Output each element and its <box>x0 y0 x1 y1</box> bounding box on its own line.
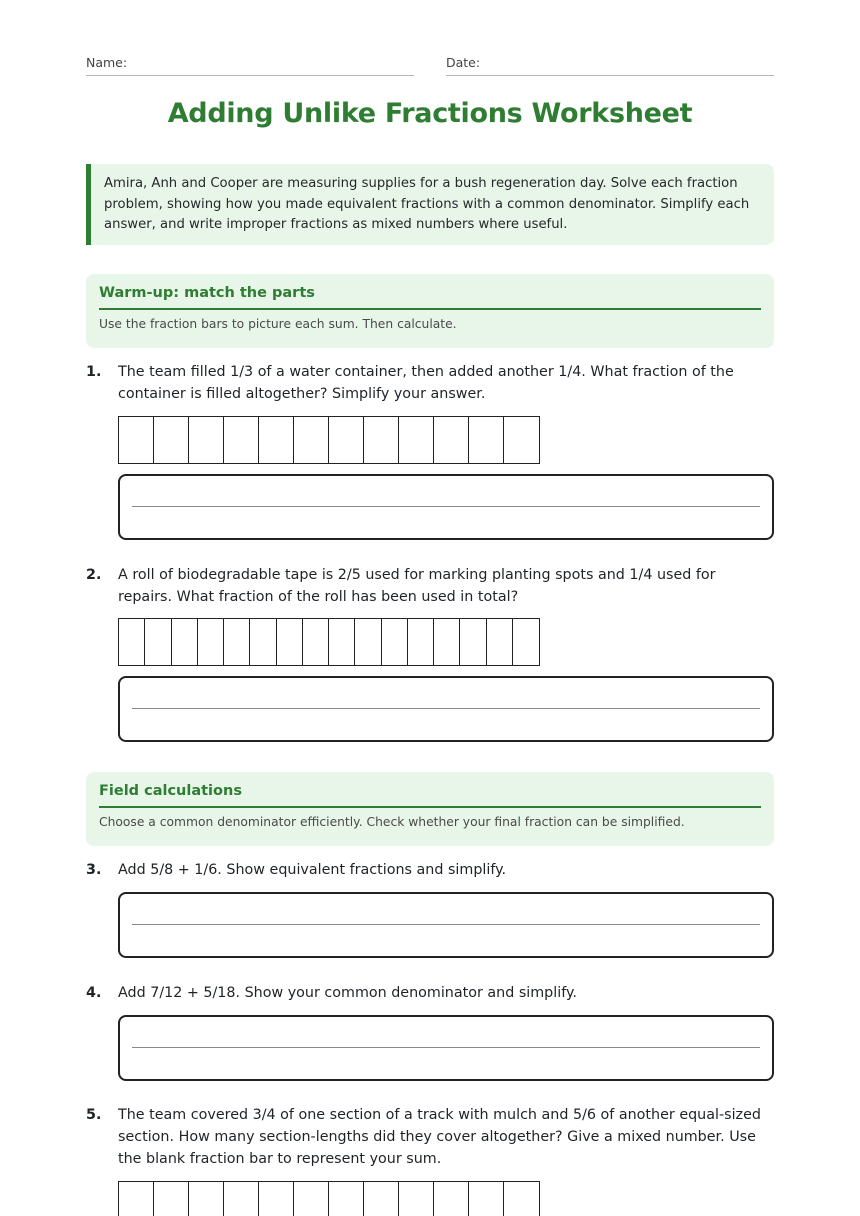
fraction-bar-cell[interactable] <box>364 417 399 463</box>
question-1 <box>86 361 774 405</box>
answer-line <box>132 1047 760 1048</box>
fraction-bar-cell[interactable] <box>224 1182 259 1216</box>
answer-box[interactable] <box>118 892 774 958</box>
header-fields <box>86 54 774 76</box>
fraction-bar-cell[interactable] <box>399 1182 434 1216</box>
fraction-bar-cell[interactable] <box>189 1182 224 1216</box>
fraction-bar-cell[interactable] <box>329 619 355 665</box>
answer-line <box>132 708 760 709</box>
fraction-bar-cell[interactable] <box>145 619 171 665</box>
section-title: Warm-up: match the parts <box>99 285 761 310</box>
date-label: Date: <box>446 55 481 70</box>
question-text: A roll of biodegradable tape is 2/5 used for marking planting spots and 1/4 used for repairs. What fraction of the roll has been used in total? <box>118 567 716 605</box>
fraction-bar-cell[interactable] <box>434 1182 469 1216</box>
fraction-bar-cell[interactable] <box>250 619 276 665</box>
fraction-bar-cell[interactable] <box>119 1182 154 1216</box>
fraction-bar[interactable] <box>118 416 540 464</box>
question-text: Add 5/8 + 1/6. Show equivalent fractions and simplify. <box>118 862 507 878</box>
fraction-bar[interactable] <box>118 1181 540 1216</box>
fraction-bar-cell[interactable] <box>329 1182 364 1216</box>
section-subtitle: Use the fraction bars to picture each sum. Then calculate. <box>99 317 457 331</box>
section-subtitle: Choose a common denominator efficiently. Check whether your final fraction can be simplified. <box>99 815 685 829</box>
question-3 <box>86 859 774 881</box>
answer-box[interactable] <box>118 676 774 742</box>
fraction-bar-cell[interactable] <box>119 417 154 463</box>
fraction-bar-cell[interactable] <box>434 619 460 665</box>
answer-box[interactable] <box>118 1015 774 1081</box>
fraction-bar-cell[interactable] <box>303 619 329 665</box>
answer-line <box>132 924 760 925</box>
fraction-bar-cell[interactable] <box>408 619 434 665</box>
fraction-bar-cell[interactable] <box>487 619 513 665</box>
question-number: 4. <box>86 985 102 1001</box>
section-warm-up <box>86 274 774 348</box>
date-field[interactable] <box>446 54 774 76</box>
fraction-bar-cell[interactable] <box>259 1182 294 1216</box>
fraction-bar-cell[interactable] <box>259 417 294 463</box>
answer-line <box>132 506 760 507</box>
page-title: Adding Unlike Fractions Worksheet <box>167 98 693 129</box>
fraction-bar-cell[interactable] <box>119 619 145 665</box>
fraction-bar-cell[interactable] <box>329 417 364 463</box>
fraction-bar-cell[interactable] <box>154 417 189 463</box>
question-number: 2. <box>86 567 102 583</box>
fraction-bar-cell[interactable] <box>198 619 224 665</box>
fraction-bar-cell[interactable] <box>154 1182 189 1216</box>
fraction-bar-cell[interactable] <box>382 619 408 665</box>
fraction-bar-cell[interactable] <box>469 1182 504 1216</box>
question-5 <box>86 1104 774 1170</box>
section-title: Field calculations <box>99 783 761 808</box>
fraction-bar-cell[interactable] <box>224 417 259 463</box>
name-label: Name: <box>86 55 128 70</box>
question-number: 1. <box>86 364 102 380</box>
fraction-bar-cell[interactable] <box>224 619 250 665</box>
question-text: The team filled 1/3 of a water container, then added another 1/4. What fraction of the container is filled altogether? Simplify your answer. <box>118 364 734 402</box>
fraction-bar-cell[interactable] <box>504 1182 539 1216</box>
question-text: The team covered 3/4 of one section of a track with mulch and 5/6 of another equal-sized section. How many section-lengths did they cover altogether? Give a mixed number. Use the blank fraction bar to represent your sum. <box>118 1107 761 1167</box>
fraction-bar-cell[interactable] <box>469 417 504 463</box>
fraction-bar-cell[interactable] <box>355 619 381 665</box>
question-4 <box>86 982 774 1004</box>
fraction-bar-cell[interactable] <box>434 417 469 463</box>
question-number: 5. <box>86 1107 102 1123</box>
intro-box: Amira, Anh and Cooper are measuring supplies for a bush regeneration day. Solve each fraction problem, showing how you made equivalent fractions with a common denominator. Simplify each answer, and write improper fractions as mixed numbers where useful. <box>86 164 774 245</box>
section-field-calculations <box>86 772 774 846</box>
fraction-bar[interactable] <box>118 618 540 666</box>
question-2 <box>86 564 774 608</box>
fraction-bar-cell[interactable] <box>277 619 303 665</box>
answer-box[interactable] <box>118 474 774 540</box>
fraction-bar-cell[interactable] <box>172 619 198 665</box>
question-number: 3. <box>86 862 102 878</box>
fraction-bar-cell[interactable] <box>460 619 486 665</box>
fraction-bar-cell[interactable] <box>189 417 224 463</box>
fraction-bar-cell[interactable] <box>504 417 539 463</box>
fraction-bar-cell[interactable] <box>294 417 329 463</box>
fraction-bar-cell[interactable] <box>364 1182 399 1216</box>
name-field[interactable] <box>86 54 414 76</box>
fraction-bar-cell[interactable] <box>294 1182 329 1216</box>
fraction-bar-cell[interactable] <box>513 619 539 665</box>
question-text: Add 7/12 + 5/18. Show your common denominator and simplify. <box>118 985 577 1001</box>
fraction-bar-cell[interactable] <box>399 417 434 463</box>
